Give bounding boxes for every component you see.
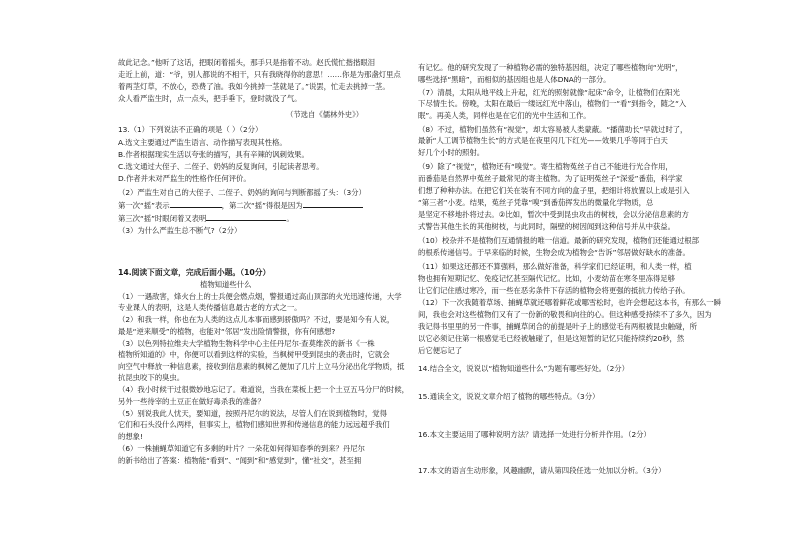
text-line: 以它必须记住第一根感觉毛已经被触碰了，但是这短暂的记忆只能持续约20秒，然: [418, 334, 685, 343]
text-line: （8）不过，植物们虽然有“视觉”，却太容易被人类蒙蔽。“播菌助长”早就过时了，: [418, 125, 688, 134]
text-line: 们想了种种办法。在把它们关在装有不同方向的盒子里，把细计将放置以上或是引入: [418, 186, 690, 195]
text-line: 向空气中释放一种信息素，接收到信息素的枫树乙便加了几片上立马分泌出化学物质，抵: [118, 362, 405, 371]
text-line: 着两茎灯草，不放心，恐费了油。我如今挑掉一茎就是了。”说罢，忙走去挑掉一茎。: [118, 82, 390, 91]
text-line: 是坚定不移地扑将过去。②比如，暂次中受到昆虫攻击的树枝，会以分泌信息素的方: [418, 210, 689, 219]
text-line: 我记得书里里的另一件事，捕蝇草闭合的前提是叶子上的感觉毛有两根被昆虫触碰，所: [418, 322, 697, 331]
text-line: （6）一株捕蝇草知道它有多剩的叶片？一朵花如何得知春季的到来？丹尼尔: [118, 444, 365, 453]
text-line: 抗昆虫咬下的臭虫。: [118, 373, 185, 382]
option-c: C.选文通过大侄子、二侄子、奶妈的反复询问，引起读者思考。: [118, 162, 324, 171]
answer-line-1: [118, 200, 363, 210]
question-13-1: 13.（1）下列说法不正确的项是（ ）（2分）: [118, 125, 263, 134]
question-15: 15.通读全文，说说文章介绍了植物的哪些特点。（3分）: [418, 392, 600, 401]
text-line: （12）下一次我随着草场、捕蝇草就还哪着鲜花或哪雪松时，也许会想起这本书，有那么一瞬: [418, 298, 721, 307]
answer-line-2: [118, 213, 294, 223]
answer-line-1-end: ，第二次“摇”得很是因为: [221, 201, 303, 210]
text-line: 让它们记住感过寒冷，而一些在恶劣条件下存活的植物会将更强的抵抗力传给子孙。: [418, 286, 690, 295]
text-line: 眠”。再美人类，同样也是在它们的光中生活和工作。: [418, 111, 591, 120]
question-14: 14.结合全文，说说以“植物知道些什么”为题有哪些好处。（2分）: [418, 364, 629, 373]
text-line: 后它便忘记了: [418, 346, 463, 355]
text-line: 哪些选择“黑暗”，而相似的基因组也是人体DNA的一部分。: [418, 75, 611, 84]
text-line: 好几个小时的照射。: [418, 148, 485, 157]
text-line: 下尽情生长。傍晚，太阳在最后一缕远红光中落山，植物们一“看”到指令，随之“入: [418, 99, 687, 108]
question-16: 16.本文主要运用了哪种说明方法？请选择一处进行分析并作用。（2分）: [418, 430, 651, 439]
text-line: 走近上前，道：“爷，别人都说的不相干，只有我晓得你的意思！……你是为那盏灯里点: [118, 70, 401, 79]
text-line: （3）以色列特拉维夫大学植物生物科学中心主任丹尼尔·查莫维茨的新书《一株: [118, 339, 375, 348]
text-line: （10）校杂并不是植物们互通情报的唯一信道。最新的研究发现，植物们还能通过根部: [418, 236, 699, 245]
text-line: 式警告其他生长的其他树枝，与此同时，隔壁的树因闻到这种信号并从中获益。: [418, 222, 675, 231]
article-title: 植物知道些什么: [200, 280, 252, 289]
text-line: 的想象!: [118, 432, 143, 441]
text-line: 它们和石头没什么两样，但事实上，植物们感知世界和传递信息的能力远远超乎我们: [118, 420, 390, 429]
text-line: 间，我也会对这些植物们又有了一份新的敬畏和向往的心。但这种感受持续不了多久，因为: [418, 310, 712, 319]
text-line: （7）清晨，太阳从地平线上升起，红光的照射就像“起床”命令，让植物们在阳光: [418, 88, 680, 97]
answer-blank[interactable]: [303, 200, 363, 208]
text-line: （9）除了“视觉”，植物还有“嗅觉”。寄生植物菟丝子自己不能进行光合作用，: [418, 162, 673, 171]
option-a: A.选文主要通过严监生语言、动作描写表现其性格。: [118, 138, 287, 147]
text-line: 而番茄是自然界中菟丝子最常见的寄主植物。为了证明菟丝子“深爱”番茄，科学家: [418, 174, 683, 183]
text-line: 众人看严监生时，点一点头，把手垂下，登时就没了气。: [118, 94, 302, 103]
option-b: B.作者根据现实生活以夸张的描写，具有辛辣的讽刺效果。: [118, 150, 309, 159]
text-line: 的根系传递信号。于早来临的时候，生物会成为植物会“告诉”邻居做好缺水的准备。: [418, 248, 690, 257]
text-line: 有记忆。他的研究发现了一种植物必需的独特基因组，决定了哪些植物向“光明”，: [418, 63, 683, 72]
answer-blank[interactable]: [170, 200, 222, 208]
text-line: （4）我小时候干过很微妙地忘记了。难道说，当我在菜板上把一个土豆五马分尸的时候，: [118, 385, 409, 394]
text-line: 另外一些待宰的土豆正在做好毒杀我的准备？: [118, 397, 265, 406]
option-d: D.作者并未对严监生的性格作任何评价。: [118, 174, 251, 183]
question-13-3: （3）为什么严监生总不断气?（2分）: [118, 226, 242, 235]
answer-blank[interactable]: [206, 213, 286, 221]
text-line: 最是“逆来顺受”的植物，也能对“邻居”发出险情警报，你有何感想?: [118, 327, 336, 336]
question-17: 17.本文的语言生动形象，风趣幽默，请从第四段任选一处加以分析。（3分）: [418, 466, 666, 475]
text-line: 故此记念。”他听了这话，把眼闭着摇头，那手只是指着不动。赵氏慌忙揩揩眼泪: [118, 58, 376, 67]
text-line: 物也拥有短期记忆、免疫记忆甚至隔代记忆。比如，小麦幼苗在寒冬里冻得足够: [418, 274, 675, 283]
text-line: 专业课人的表明，这是人类传播信息最古老的方式之一。: [118, 303, 302, 312]
answer-line-1-start: 第一次“摇”表示: [118, 201, 170, 210]
answer-line-2-end: 。: [286, 214, 294, 223]
text-line: 植物所知道的》中，你便可以看到这样的实验，当枫树甲受到昆虫的袭击时，它就会: [118, 350, 390, 359]
text-line: “第三者”小麦。结果，菟丝子凭靠“嗅”到番茄挥发出的微量化学物质，总: [418, 198, 654, 207]
text-line: 的新书给出了答案：植物能“看到”、“闻到”和“感觉到”，懂“社交”，甚至拥: [118, 456, 362, 465]
text-line: （11）如果这还都还不算强料，那么做好准备，科学家们已经证明，和人类一样，植: [418, 262, 692, 271]
text-line: （5）别说我此人忧天，要知道，按照丹尼尔的说法，尽管人们在说到植物时，觉得: [118, 409, 387, 418]
question-13-2: （2）严监生对自己的大侄子、二侄子、奶妈的询问与判断都摇了头：（3分）: [118, 188, 366, 197]
source-note: （节选自《儒林外史》）: [286, 110, 364, 119]
answer-line-2-start: 第三次“摇”时眼闭着又表明: [118, 214, 207, 223]
text-line: （1）一遇敌害，烽火台上的士兵便会燃点烟，警报通过高山顶部的火光迅速传递，大学: [118, 292, 402, 301]
section-heading: 14.阅读下面文章，完成后面小题。（10分）: [118, 268, 271, 277]
text-line: （2）和我一样，你也在为人类的这点儿本事而感到骄傲吗？不过，要是知今有人说，: [118, 315, 395, 324]
text-line: 最新“人工调节植物生长”的方式是在夜里闪几下红光——效果几乎等同于白天: [418, 136, 668, 145]
